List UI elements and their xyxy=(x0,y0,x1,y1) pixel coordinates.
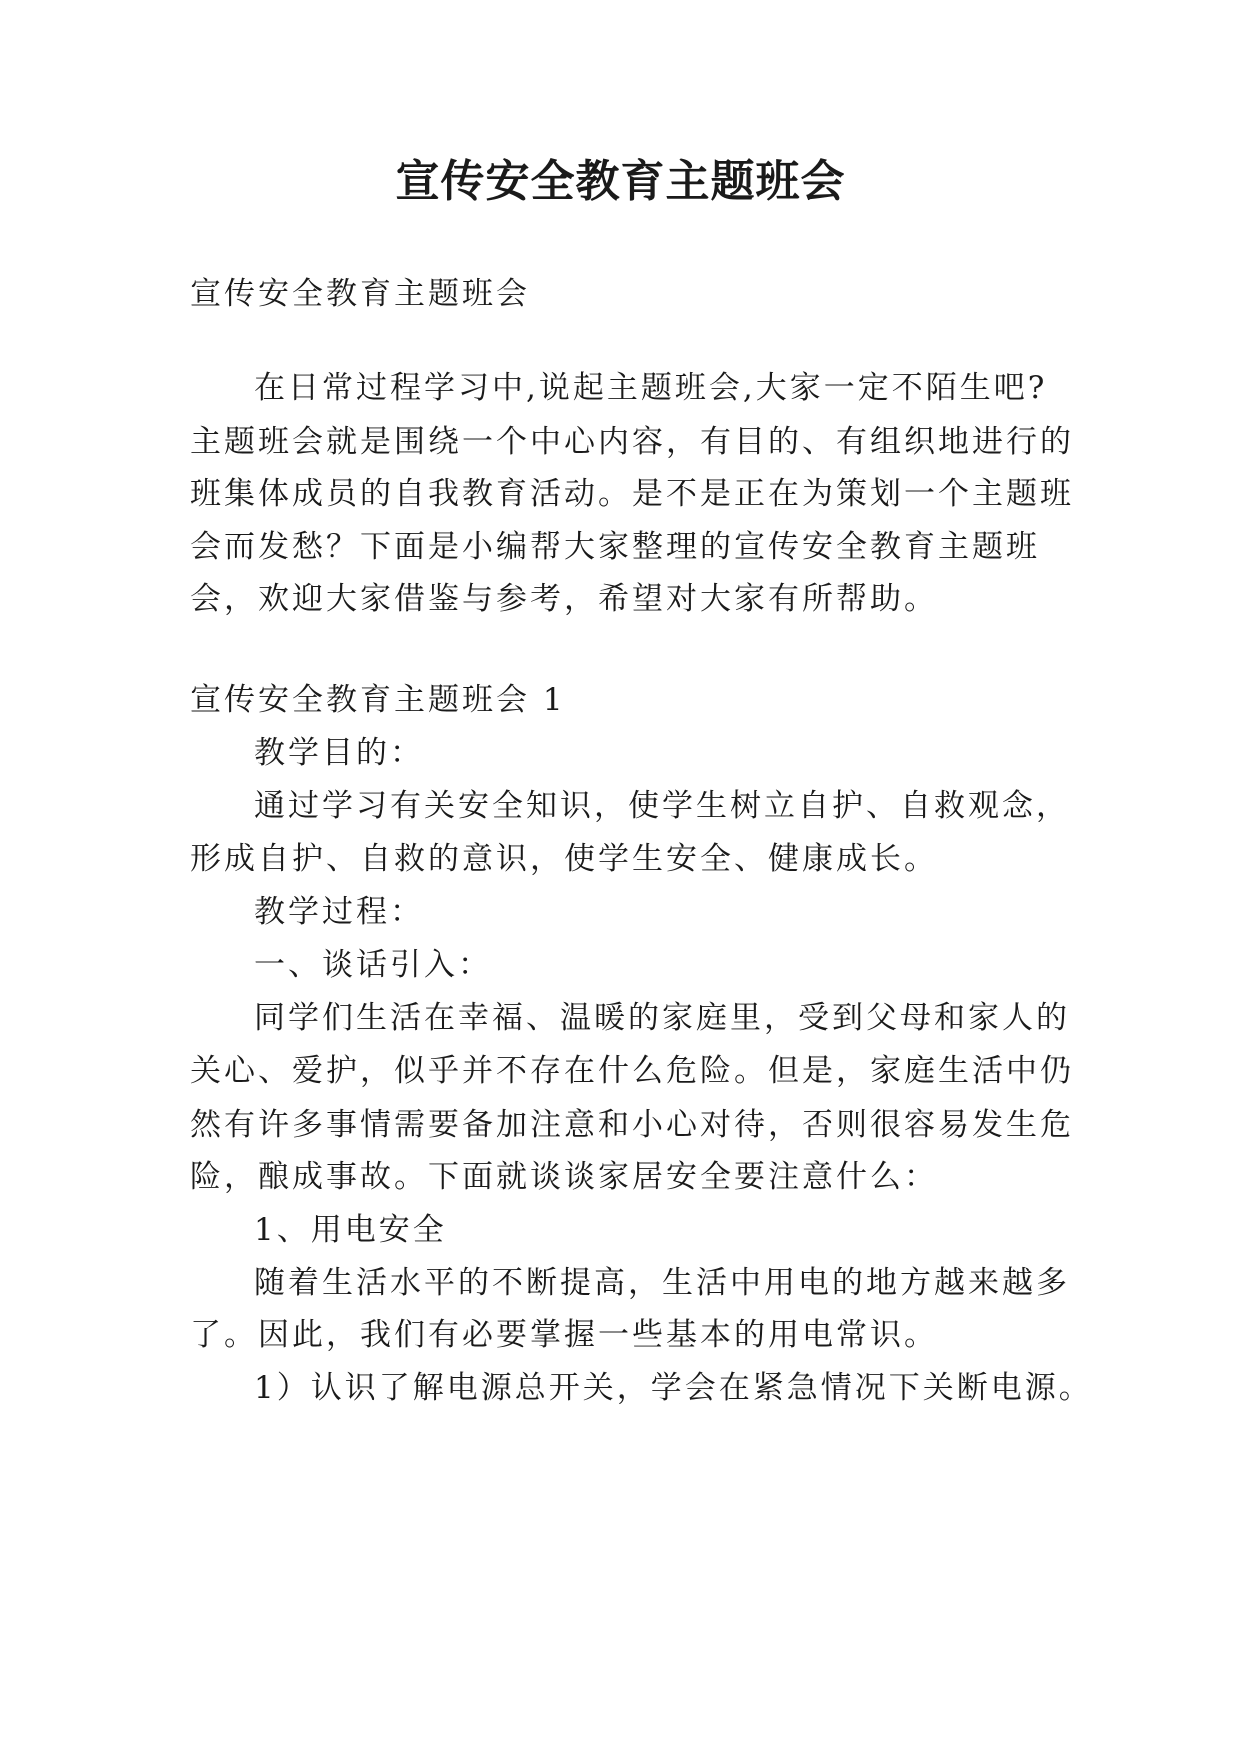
body-line-4: 教学过程： xyxy=(254,894,424,930)
body-line-8: 然有许多事情需要备加注意和小心对待，否则很容易发生危 xyxy=(190,1107,1074,1143)
body-line-1: 教学目的： xyxy=(254,735,424,771)
body-line-13: 1）认识了解电源总开关，学会在紧急情况下关断电源。 xyxy=(254,1370,1093,1406)
body-line-12: 了。因此，我们有必要掌握一些基本的用电常识。 xyxy=(190,1317,938,1353)
body-line-10: 1、用电安全 xyxy=(254,1212,447,1248)
intro-line-3: 班集体成员的自我教育活动。是不是正在为策划一个主题班 xyxy=(190,476,1074,512)
intro-line-4: 会而发愁？下面是小编帮大家整理的宣传安全教育主题班 xyxy=(190,529,1040,565)
document-title: 宣传安全教育主题班会 xyxy=(395,156,846,207)
intro-line-1: 在日常过程学习中,说起主题班会,大家一定不陌生吧? xyxy=(254,370,1048,406)
body-line-2: 通过学习有关安全知识，使学生树立自护、自救观念， xyxy=(254,788,1070,824)
body-line-7: 关心、爱护，似乎并不存在什么危险。但是，家庭生活中仍 xyxy=(190,1053,1074,1089)
intro-line-5: 会，欢迎大家借鉴与参考，希望对大家有所帮助。 xyxy=(190,581,938,617)
body-line-5: 一、谈话引入： xyxy=(254,947,492,983)
body-line-11: 随着生活水平的不断提高，生活中用电的地方越来越多 xyxy=(254,1265,1070,1301)
body-line-9: 险，酿成事故。下面就谈谈家居安全要注意什么： xyxy=(190,1159,938,1195)
body-line-3: 形成自护、自救的意识，使学生安全、健康成长。 xyxy=(190,841,938,877)
intro-line-2: 主题班会就是围绕一个中心内容，有目的、有组织地进行的 xyxy=(190,424,1074,460)
document-subtitle: 宣传安全教育主题班会 xyxy=(190,276,530,312)
section-heading: 宣传安全教育主题班会 1 xyxy=(190,682,566,718)
body-line-6: 同学们生活在幸福、温暖的家庭里，受到父母和家人的 xyxy=(254,1000,1070,1036)
